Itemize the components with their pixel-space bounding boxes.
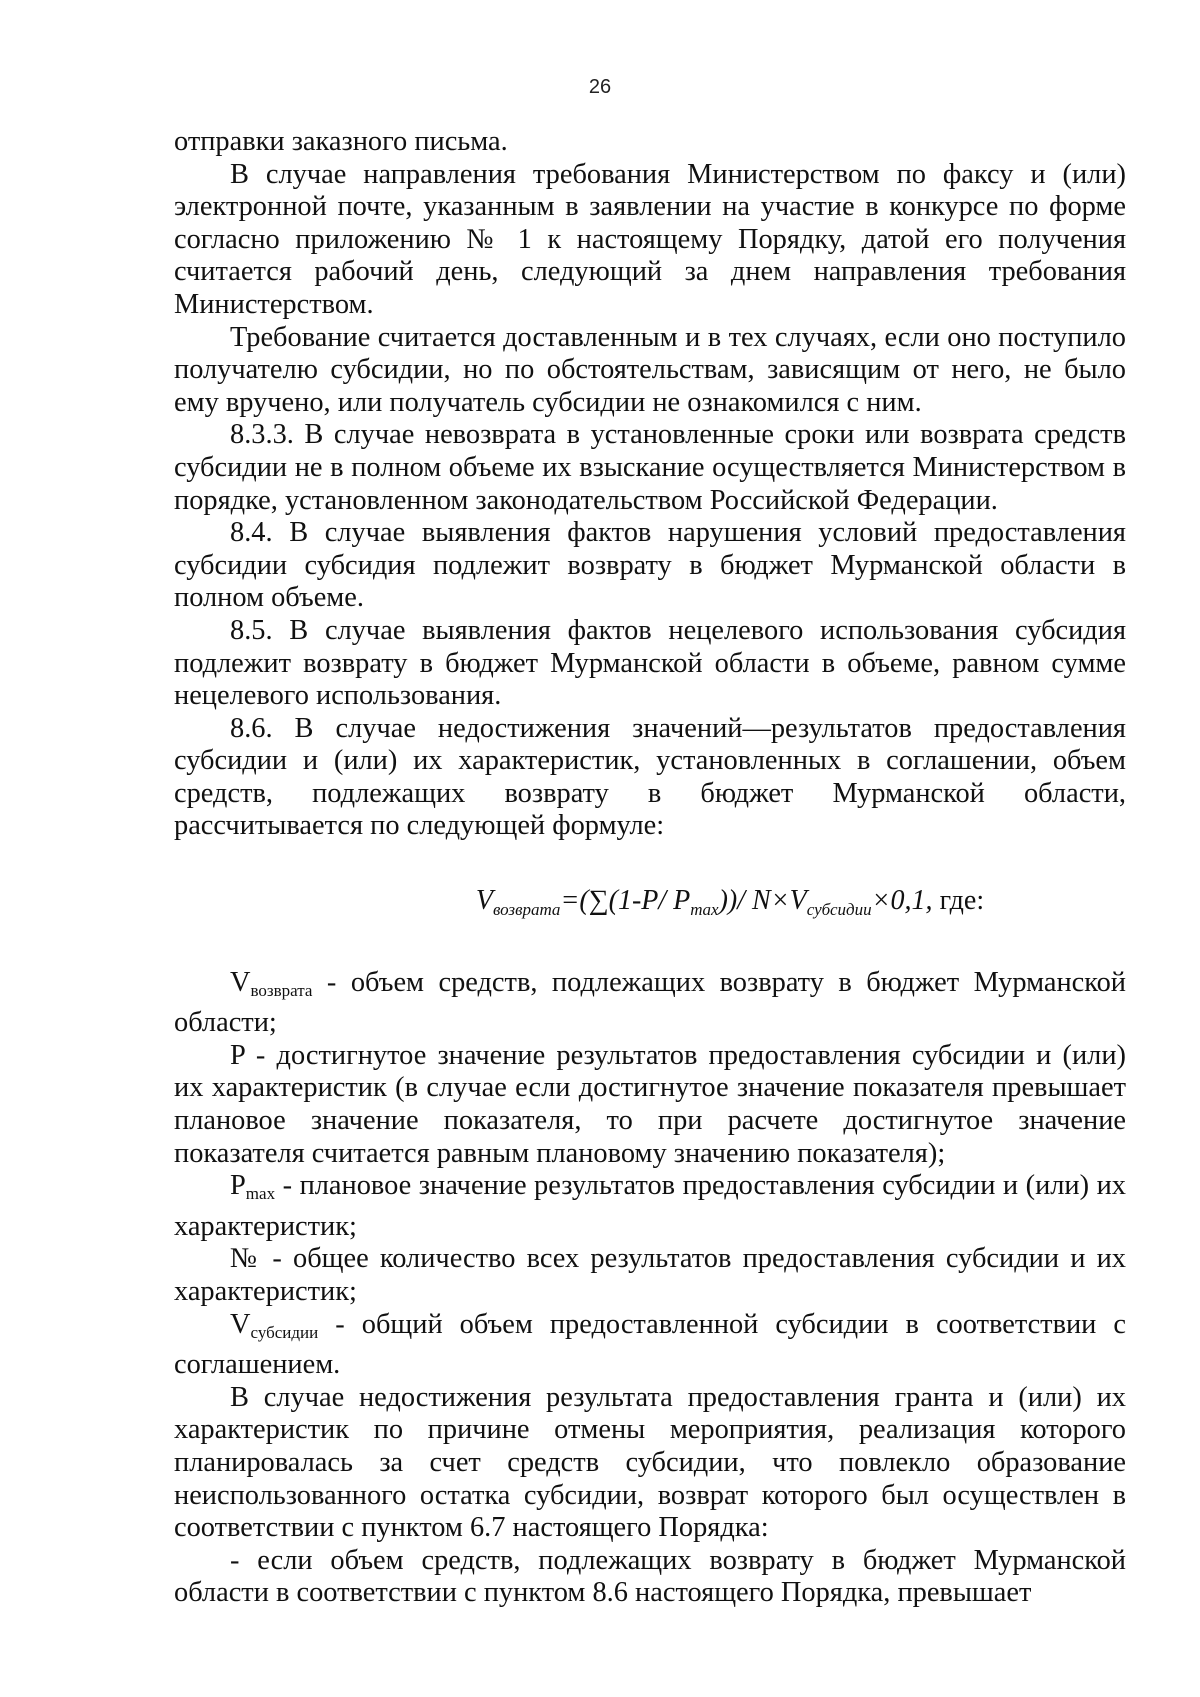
page-number: 26 [588,76,612,98]
definition-n: № - общее количество всех результатов предоставления субсидии и их характеристик; [174,1243,1126,1307]
definition-v-subsidy: $V_{субсидии}$ - общий объем предоставленной субсидии в соответствии с соглашением. [174,1308,1126,1381]
document-body [174,126,1126,1610]
formula-where: где: [932,885,985,917]
definition-v-refund: $V_{возврата}$ - объем средств, подлежащих возврату в бюджет Мурманской области; [174,966,1126,1039]
paragraph-8-5: 8.5. В случае выявления фактов нецелевого использования субсидия подлежит возврату в бюджет Мурманской области в объеме, равном сумме нецелевого использования. [174,614,1126,712]
paragraph-8-4: 8.4. В случае выявления фактов нарушения условий предоставления субсидии субсидия подлежит возврату в бюджет Мурманской области в полном объеме. [174,517,1126,614]
refund-formula [174,885,1126,927]
formula-expression: $V_{возврата}=(\sum(1-P/$ $P_{max}))/$ $N\times V_{субсидии}\times 0,1$, [475,885,933,920]
paragraph-8-3-3: 8.3.3. В случае невозврата в установленные сроки или возврата средств субсидии не в полном объеме их взыскание осуществляется Министерством в порядке, установленном законодательством Российской Федерации. [174,419,1126,516]
paragraph-grant-cancel: В случае недостижения результата предоставления гранта и (или) их характеристик по причине отмены мероприятия, реализация которого планировалась за счет средств субсидии, что повлекло образование неиспользованного остатка субсидии, возврат которого был осуществлен в соответствии с пунктом 6.7 настоящего Порядка: [174,1381,1126,1544]
paragraph-continuation: отправки заказного письма. [174,126,508,157]
paragraph-delivered: Требование считается доставленным и в тех случаях, если оно поступило получателю субсидии, но по обстоятельствам, зависящим от него, не было ему вручено, или получатель субсидии не ознакомился с ним. [174,321,1126,418]
definition-p-max: $P_{max}$ - плановое значение результатов предоставления субсидии и (или) их характеристик; [174,1170,1126,1242]
paragraph-fax-email: В случае направления требования Министерством по факсу и (или) электронной почте, указанным в заявлении на участие в конкурсе по форме согласно приложению № 1 к настоящему Порядку, датой его получения считается рабочий день, следующий за днем направления требования Министерством. [174,158,1126,320]
paragraph-8-6: 8.6. В случае недостижения значений—результатов предоставления субсидии и (или) их характеристик, установленных в соглашении, объем средств, подлежащих возврату в бюджет Мурманской области, рассчитывается по следующей формуле: [174,712,1126,842]
definition-p: P - достигнутое значение результатов предоставления субсидии и (или) их характеристик (в случае если достигнутое значение показателя превышает плановое значение показателя, то при расчете достигнутое значение показателя считается равным плановому значению показателя); [174,1039,1126,1169]
paragraph-if-volume: - если объем средств, подлежащих возврату в бюджет Мурманской области в соответствии с пунктом 8.6 настоящего Порядка, превышает [174,1544,1126,1609]
